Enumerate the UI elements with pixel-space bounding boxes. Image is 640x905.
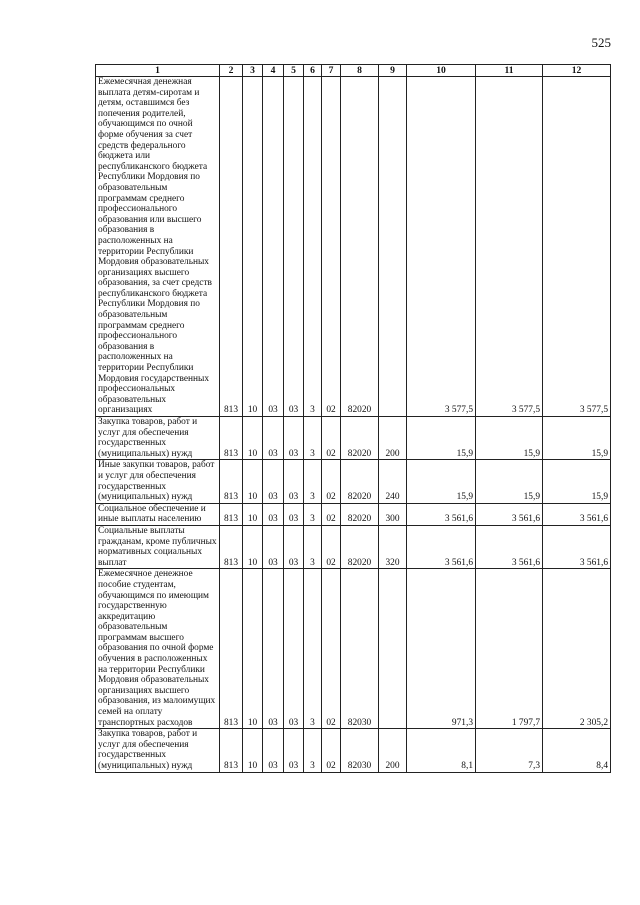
cell-target-code: 82030 (341, 729, 379, 772)
cell-amount-year2: 3 561,6 (476, 525, 543, 568)
cell-amount-year1: 3 561,6 (407, 503, 476, 525)
cell-section: 10 (243, 525, 263, 568)
cell-target-code: 82020 (341, 525, 379, 568)
cell-amount-year1: 971,3 (407, 569, 476, 729)
cell-subsection: 03 (263, 460, 284, 503)
cell-subsection: 03 (263, 77, 284, 417)
cell-subsection: 03 (263, 729, 284, 772)
cell-c7: 02 (322, 503, 341, 525)
column-header: 6 (304, 65, 322, 77)
column-header: 1 (96, 65, 220, 77)
cell-section: 10 (243, 569, 263, 729)
column-header: 12 (543, 65, 611, 77)
cell-admin-code: 813 (220, 503, 243, 525)
cell-expense-type: 300 (379, 503, 407, 525)
row-name (96, 569, 220, 729)
table-row (96, 460, 611, 503)
cell-section: 10 (243, 729, 263, 772)
cell-amount-year3: 15,9 (543, 460, 611, 503)
cell-amount-year2: 3 561,6 (476, 503, 543, 525)
cell-c6: 3 (304, 77, 322, 417)
cell-section: 10 (243, 417, 263, 460)
cell-c5: 03 (284, 569, 304, 729)
column-number-row (96, 65, 611, 77)
cell-admin-code: 813 (220, 525, 243, 568)
cell-expense-type (379, 77, 407, 417)
cell-expense-type: 240 (379, 460, 407, 503)
column-header: 4 (263, 65, 284, 77)
cell-section: 10 (243, 460, 263, 503)
cell-admin-code: 813 (220, 77, 243, 417)
cell-target-code: 82020 (341, 503, 379, 525)
row-name-text: Иные закупки товаров, работ и услуг для обеспечения государственных (муниципальных) нужд (98, 460, 215, 503)
cell-target-code: 82020 (341, 77, 379, 417)
cell-c5: 03 (284, 77, 304, 417)
cell-admin-code: 813 (220, 417, 243, 460)
cell-c7: 02 (322, 460, 341, 503)
cell-section: 10 (243, 77, 263, 417)
cell-amount-year3: 2 305,2 (543, 569, 611, 729)
table-row (96, 525, 611, 568)
row-name-text: Закупка товаров, работ и услуг для обеспечения государственных (муниципальных) нужд (98, 417, 198, 459)
cell-c5: 03 (284, 503, 304, 525)
column-header: 8 (341, 65, 379, 77)
cell-amount-year3: 8,4 (543, 729, 611, 772)
row-name-text: Ежемесячное денежное пособие студентам, обучающимся по имеющим государственную аккредитацию образовательным программам высшего образования по очной форме обучения в расположенных на территории Республики Мордовия образовательных организациях высшего образования, из малоимущих семей на оплату транспортных расходов (98, 569, 216, 728)
row-name (96, 503, 220, 525)
cell-amount-year1: 8,1 (407, 729, 476, 772)
table-row (96, 503, 611, 525)
cell-expense-type (379, 569, 407, 729)
cell-amount-year2: 15,9 (476, 460, 543, 503)
cell-admin-code: 813 (220, 460, 243, 503)
cell-expense-type: 320 (379, 525, 407, 568)
cell-subsection: 03 (263, 569, 284, 729)
cell-amount-year1: 3 577,5 (407, 77, 476, 417)
cell-c7: 02 (322, 569, 341, 729)
cell-target-code: 82020 (341, 417, 379, 460)
cell-c6: 3 (304, 417, 322, 460)
cell-subsection: 03 (263, 417, 284, 460)
table-row (96, 417, 611, 460)
cell-c6: 3 (304, 569, 322, 729)
column-header: 5 (284, 65, 304, 77)
budget-table (95, 64, 611, 773)
cell-expense-type: 200 (379, 417, 407, 460)
page-number: 525 (591, 35, 611, 50)
column-header: 11 (476, 65, 543, 77)
cell-amount-year1: 15,9 (407, 460, 476, 503)
cell-subsection: 03 (263, 503, 284, 525)
cell-c7: 02 (322, 525, 341, 568)
cell-c7: 02 (322, 417, 341, 460)
row-name (96, 77, 220, 417)
cell-subsection: 03 (263, 525, 284, 568)
cell-amount-year2: 7,3 (476, 729, 543, 772)
cell-amount-year3: 3 561,6 (543, 503, 611, 525)
table-row (96, 569, 611, 729)
cell-expense-type: 200 (379, 729, 407, 772)
column-header: 7 (322, 65, 341, 77)
row-name-text: Социальное обеспечение и иные выплаты населению (98, 503, 206, 525)
cell-c5: 03 (284, 525, 304, 568)
row-name-text: Социальные выплаты гражданам, кроме публичных нормативных социальных выплат (98, 525, 217, 568)
cell-amount-year1: 15,9 (407, 417, 476, 460)
cell-amount-year3: 3 577,5 (543, 77, 611, 417)
cell-target-code: 82030 (341, 569, 379, 729)
cell-c6: 3 (304, 503, 322, 525)
cell-target-code: 82020 (341, 460, 379, 503)
cell-c5: 03 (284, 460, 304, 503)
cell-admin-code: 813 (220, 569, 243, 729)
cell-admin-code: 813 (220, 729, 243, 772)
column-header: 10 (407, 65, 476, 77)
cell-c7: 02 (322, 77, 341, 417)
cell-amount-year3: 15,9 (543, 417, 611, 460)
row-name (96, 525, 220, 568)
row-name (96, 417, 220, 460)
cell-amount-year2: 15,9 (476, 417, 543, 460)
row-name (96, 460, 220, 503)
column-header: 2 (220, 65, 243, 77)
row-name-text: Ежемесячная денежная выплата детям-сиротам и детям, оставшимся без попечения родителей, обучающимся по очной форме обучения за счет средств федерального бюджета или республиканского бюджета Республики Мордовия по образовательным программам среднего профессионального образования или высшего образования в расположенных на территории Республики Мордовия образовательных организациях высшего образования, за счет средств республиканского бюджета Республики Мордовия по образовательным программам среднего профессионального образования в расположенных на территории Республики Мордовия государственных профессиональных образовательных организациях (98, 77, 212, 416)
row-name (96, 729, 220, 772)
cell-c6: 3 (304, 729, 322, 772)
cell-c6: 3 (304, 525, 322, 568)
cell-amount-year1: 3 561,6 (407, 525, 476, 568)
table-row (96, 729, 611, 772)
cell-amount-year2: 3 577,5 (476, 77, 543, 417)
row-name-text: Закупка товаров, работ и услуг для обеспечения государственных (муниципальных) нужд (98, 729, 198, 771)
cell-c5: 03 (284, 729, 304, 772)
column-header: 9 (379, 65, 407, 77)
cell-amount-year2: 1 797,7 (476, 569, 543, 729)
cell-c5: 03 (284, 417, 304, 460)
column-header: 3 (243, 65, 263, 77)
cell-c7: 02 (322, 729, 341, 772)
cell-section: 10 (243, 503, 263, 525)
cell-amount-year3: 3 561,6 (543, 525, 611, 568)
cell-c6: 3 (304, 460, 322, 503)
table-row (96, 77, 611, 417)
